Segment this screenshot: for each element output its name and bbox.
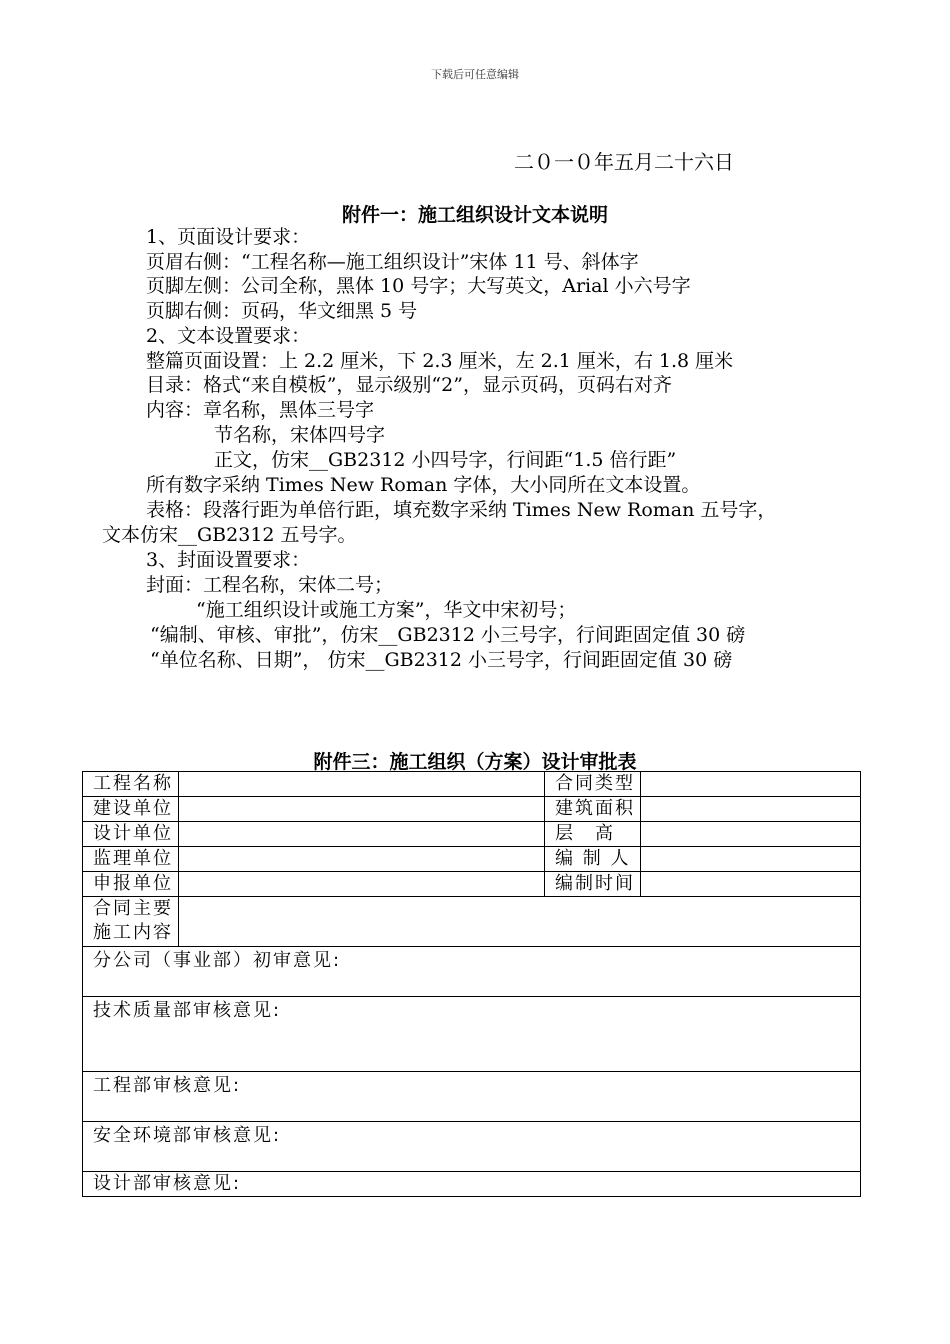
text-line: 正文，仿宋__GB2312 小四号字，行间距“1.5 倍行距” bbox=[214, 449, 677, 471]
branch-review-opinion[interactable]: 分公司（事业部）初审意见: bbox=[83, 947, 861, 997]
attachment3-title: 附件三：施工组织（方案）设计审批表 bbox=[313, 751, 637, 773]
text-line: 页眉右侧：“工程名称—施工组织设计”宋体 11 号、斜体字 bbox=[146, 251, 639, 273]
text-line: 所有数字采纳 Times New Roman 字体，大小同所在文本设置。 bbox=[146, 474, 701, 496]
text-line: 页脚右侧：页码，华文细黑 5 号 bbox=[146, 300, 418, 322]
table-row bbox=[83, 847, 861, 872]
table-row bbox=[83, 947, 861, 997]
design-unit-value[interactable] bbox=[179, 822, 545, 847]
building-area-label: 建筑面积 bbox=[545, 797, 641, 822]
construction-unit-label: 建设单位 bbox=[83, 797, 179, 822]
project-name-value[interactable] bbox=[179, 772, 545, 797]
building-area-value[interactable] bbox=[641, 797, 861, 822]
technical-quality-review-opinion[interactable]: 技术质量部审核意见: bbox=[83, 997, 861, 1072]
text-line: “单位名称、日期”， 仿宋__GB2312 小三号字，行间距固定值 30 磅 bbox=[150, 649, 733, 671]
floor-height-value[interactable] bbox=[641, 822, 861, 847]
engineering-review-opinion[interactable]: 工程部审核意见: bbox=[83, 1072, 861, 1122]
text-line: 表格：段落行距为单倍行距，填充数字采纳 Times New Roman 五号字， bbox=[146, 499, 777, 521]
preparation-time-label: 编制时间 bbox=[545, 872, 641, 897]
table-row bbox=[83, 1122, 861, 1172]
table-row bbox=[83, 772, 861, 797]
text-line: 3、封面设置要求： bbox=[146, 549, 311, 571]
safety-environment-review-opinion[interactable]: 安全环境部审核意见: bbox=[83, 1122, 861, 1172]
applicant-unit-value[interactable] bbox=[179, 872, 545, 897]
text-line: 封面：工程名称，宋体二号； bbox=[146, 574, 394, 596]
text-line: 1、页面设计要求： bbox=[146, 226, 311, 248]
contract-type-label: 合同类型 bbox=[545, 772, 641, 797]
text-line: “编制、审核、审批”，仿宋__GB2312 小三号字，行间距固定值 30 磅 bbox=[150, 624, 746, 646]
table-row bbox=[83, 822, 861, 847]
design-review-opinion[interactable]: 设计部审核意见: bbox=[83, 1172, 861, 1197]
contract-content-label-line1: 合同主要 bbox=[93, 898, 173, 919]
contract-content-label bbox=[83, 897, 179, 947]
header-note: 下载后可任意编辑 bbox=[431, 68, 519, 81]
applicant-unit-label: 申报单位 bbox=[83, 872, 179, 897]
table-row bbox=[83, 1172, 861, 1197]
text-line: 目录：格式“来自模板”，显示级别“2”，显示页码，页码右对齐 bbox=[146, 374, 672, 396]
contract-content-value[interactable] bbox=[179, 897, 861, 947]
text-line: “施工组织设计或施工方案”，华文中宋初号； bbox=[196, 599, 577, 621]
text-line: 页脚左侧：公司全称，黑体 10 号字；大写英文，Arial 小六号字 bbox=[146, 275, 691, 297]
contract-content-label-line2: 施工内容 bbox=[93, 922, 173, 943]
preparation-time-value[interactable] bbox=[641, 872, 861, 897]
supervision-unit-value[interactable] bbox=[179, 847, 545, 872]
table-row bbox=[83, 872, 861, 897]
table-row bbox=[83, 897, 861, 947]
text-line: 节名称，宋体四号字 bbox=[214, 424, 386, 446]
table-row bbox=[83, 1072, 861, 1122]
project-name-label: 工程名称 bbox=[83, 772, 179, 797]
text-line: 2、文本设置要求： bbox=[146, 325, 311, 347]
document-date: 二０一０年五月二十六日 bbox=[514, 150, 734, 174]
text-line: 文本仿宋__GB2312 五号字。 bbox=[102, 524, 357, 546]
supervision-unit-label: 监理单位 bbox=[83, 847, 179, 872]
prepared-by-value[interactable] bbox=[641, 847, 861, 872]
approval-table bbox=[82, 771, 861, 1197]
prepared-by-label: 编 制 人 bbox=[545, 847, 641, 872]
design-unit-label: 设计单位 bbox=[83, 822, 179, 847]
table-row bbox=[83, 997, 861, 1072]
text-line: 内容：章名称，黑体三号字 bbox=[146, 399, 375, 421]
table-row bbox=[83, 797, 861, 822]
contract-type-value[interactable] bbox=[641, 772, 861, 797]
text-line: 整篇页面设置：上 2.2 厘米，下 2.3 厘米，左 2.1 厘米，右 1.8 厘米 bbox=[146, 350, 734, 372]
floor-height-label: 层 高 bbox=[545, 822, 641, 847]
construction-unit-value[interactable] bbox=[179, 797, 545, 822]
attachment1-title: 附件一：施工组织设计文本说明 bbox=[341, 204, 608, 226]
